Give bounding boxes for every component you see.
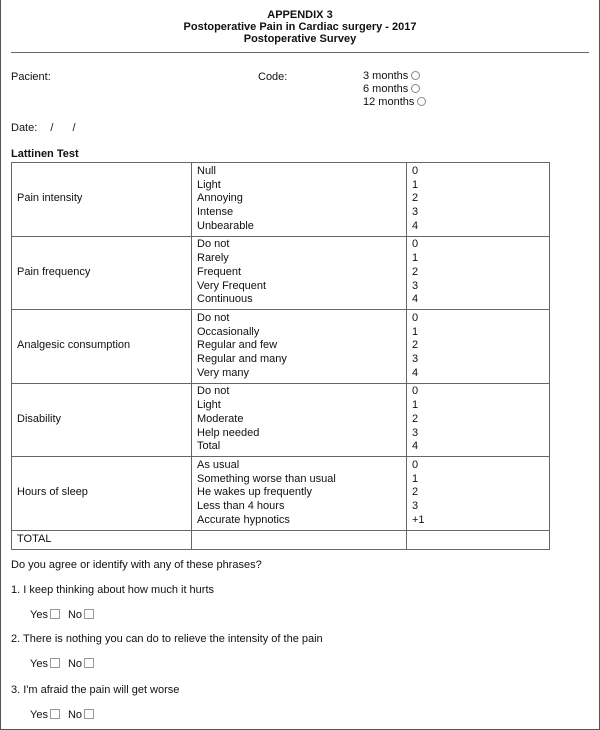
option-text: Total — [197, 440, 221, 453]
score-text: 0 — [412, 311, 419, 324]
option-6-months[interactable]: 6 months — [363, 83, 426, 96]
option-text: Frequent — [197, 265, 242, 278]
no-checkbox[interactable] — [84, 658, 94, 668]
option-text: Annoying — [197, 192, 243, 205]
score-text: 4 — [412, 293, 419, 306]
yes-checkbox[interactable] — [50, 658, 60, 668]
option-text: As usual — [197, 458, 240, 471]
score-text: 1 — [412, 325, 419, 338]
total-blank[interactable] — [192, 530, 407, 549]
option-text: Light — [197, 178, 221, 191]
scores-cell — [407, 236, 550, 310]
follow-up-options — [363, 70, 426, 109]
option-text: He wakes up frequently — [197, 486, 312, 499]
header-divider — [11, 52, 589, 53]
radio-icon[interactable] — [411, 84, 420, 93]
item-cell: Pain intensity — [12, 163, 192, 237]
no-checkbox[interactable] — [84, 709, 94, 719]
radio-icon[interactable] — [417, 97, 426, 106]
option-text: Continuous — [197, 293, 253, 306]
option-text: Do not — [197, 311, 230, 324]
option-text: Accurate hypnotics — [197, 513, 290, 526]
score-text: 2 — [412, 412, 419, 425]
question-1: 1. I keep thinking about how much it hurts — [11, 584, 215, 596]
score-text: 3 — [412, 279, 419, 292]
score-text: 0 — [412, 458, 419, 471]
options-cell — [192, 163, 407, 237]
answer-3: Yes No — [30, 709, 102, 721]
table-row — [12, 457, 550, 531]
option-text: Less than 4 hours — [197, 500, 285, 513]
item-cell: Hours of sleep — [12, 457, 192, 531]
option-text: Do not — [197, 385, 230, 398]
option-text: Regular and many — [197, 353, 287, 366]
study-title: Postoperative Pain in Cardiac surgery - 2017 — [183, 21, 417, 33]
option-text: Something worse than usual — [197, 472, 336, 485]
total-score[interactable] — [407, 530, 550, 549]
question-3: 3. I'm afraid the pain will get worse — [11, 684, 180, 696]
score-text: 2 — [412, 486, 419, 499]
table-row — [12, 310, 550, 384]
answer-2: Yes No — [30, 658, 102, 670]
total-row — [12, 530, 550, 549]
option-text: Very Frequent — [197, 279, 267, 292]
score-text: 3 — [412, 500, 419, 513]
no-checkbox[interactable] — [84, 609, 94, 619]
table-row — [12, 383, 550, 457]
option-text: Unbearable — [197, 219, 254, 232]
option-text: Regular and few — [197, 339, 278, 352]
answer-1: Yes No — [30, 609, 102, 621]
score-text: 3 — [412, 353, 419, 366]
score-text: 2 — [412, 192, 419, 205]
appendix-title: APPENDIX 3 — [267, 9, 333, 21]
table-row — [12, 163, 550, 237]
score-text: 4 — [412, 366, 419, 379]
scores-cell — [407, 310, 550, 384]
item-cell: Pain frequency — [12, 236, 192, 310]
score-text: 4 — [412, 219, 419, 232]
score-text: 0 — [412, 385, 419, 398]
yes-checkbox[interactable] — [50, 709, 60, 719]
scores-cell — [407, 383, 550, 457]
survey-title: Postoperative Survey — [243, 33, 357, 45]
radio-icon[interactable] — [411, 71, 420, 80]
options-cell — [192, 457, 407, 531]
option-text: Null — [197, 164, 216, 177]
option-text: Do not — [197, 238, 230, 251]
item-cell: Analgesic consumption — [12, 310, 192, 384]
option-text: Occasionally — [197, 325, 260, 338]
question-2: 2. There is nothing you can do to relieve the intensity of the pain — [11, 633, 323, 645]
total-label: TOTAL — [12, 530, 192, 549]
section-title: Lattinen Test — [11, 148, 79, 160]
questions-intro: Do you agree or identify with any of these phrases? — [11, 559, 262, 571]
score-text: 1 — [412, 178, 419, 191]
option-text: Light — [197, 399, 221, 412]
score-text: 1 — [412, 399, 419, 412]
scores-cell — [407, 163, 550, 237]
option-text: Rarely — [197, 252, 229, 265]
table-row — [12, 236, 550, 310]
options-cell — [192, 383, 407, 457]
yes-checkbox[interactable] — [50, 609, 60, 619]
score-text: 0 — [412, 238, 419, 251]
score-text: 1 — [412, 472, 419, 485]
score-text: 3 — [412, 206, 419, 219]
option-3-months[interactable]: 3 months — [363, 70, 426, 83]
date-field: Date: / / — [11, 122, 76, 134]
option-text: Moderate — [197, 412, 244, 425]
item-cell: Disability — [12, 383, 192, 457]
score-text: 1 — [412, 252, 419, 265]
option-12-months[interactable]: 12 months — [363, 96, 426, 109]
patient-label: Pacient: — [11, 71, 51, 83]
document-header — [0, 9, 600, 45]
code-label: Code: — [258, 71, 288, 83]
options-cell — [192, 310, 407, 384]
options-cell — [192, 236, 407, 310]
score-text: 0 — [412, 164, 419, 177]
score-text: 2 — [412, 265, 419, 278]
score-text: 3 — [412, 426, 419, 439]
score-text: 2 — [412, 339, 419, 352]
score-text: 4 — [412, 440, 419, 453]
option-text: Intense — [197, 206, 234, 219]
scores-cell — [407, 457, 550, 531]
lattinen-table — [11, 162, 550, 550]
option-text: Very many — [197, 366, 249, 379]
option-text: Help needed — [197, 426, 260, 439]
score-text: +1 — [412, 513, 425, 526]
